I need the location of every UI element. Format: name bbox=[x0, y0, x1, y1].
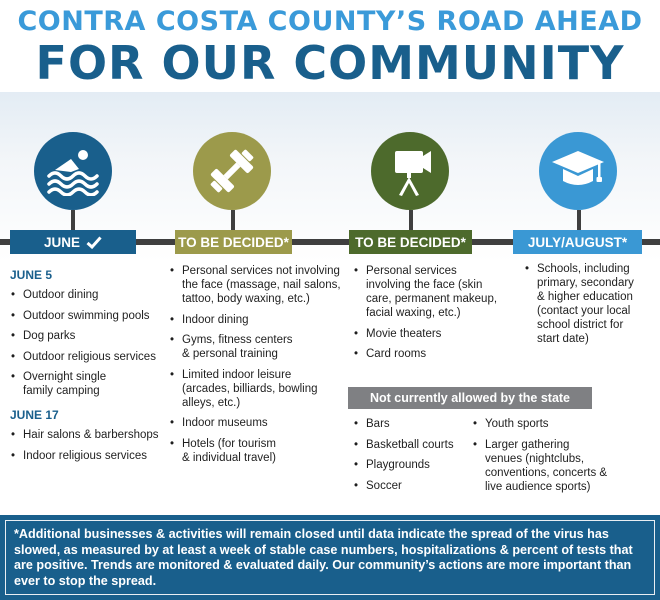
list-item: • Schools, including primary, secondary & higher education (contact your local school district for start date) bbox=[524, 262, 654, 346]
list-item: • Personal services involving the face (skin care, permanent makeup, facial waxing, etc.) bbox=[353, 264, 513, 320]
list-item: • Movie theaters bbox=[353, 327, 513, 341]
stage-label-july: JULY/AUGUST* bbox=[513, 230, 642, 254]
list-item: • Indoor dining bbox=[169, 313, 344, 327]
stage-label-june bbox=[10, 230, 136, 254]
list-item: • Playgrounds bbox=[353, 458, 473, 472]
list-item: • Outdoor dining bbox=[10, 288, 165, 302]
date-heading-june-17: JUNE 17 bbox=[10, 408, 59, 422]
title-line-2: FOR OUR COMMUNITY bbox=[35, 36, 625, 90]
list-item: • Indoor religious services bbox=[10, 449, 165, 463]
list-item: • Youth sports bbox=[472, 417, 612, 431]
list-item: • Indoor museums bbox=[169, 416, 344, 430]
not-allowed-right-column bbox=[472, 417, 612, 500]
stage-label-tbd-1: TO BE DECIDED* bbox=[175, 230, 292, 254]
graduation-cap-icon bbox=[539, 132, 617, 210]
footer-banner bbox=[0, 515, 660, 600]
list-item: • Dog parks bbox=[10, 329, 165, 343]
list-item: • Hotels (for tourism & individual travel) bbox=[169, 437, 344, 465]
list-item: • Limited indoor leisure (arcades, billiards, bowling alleys, etc.) bbox=[169, 368, 344, 410]
date-heading-june-5: JUNE 5 bbox=[10, 268, 53, 282]
list-item: • Card rooms bbox=[353, 347, 513, 361]
stem-tbd-1 bbox=[231, 210, 235, 230]
stage-label-text: JUNE bbox=[43, 234, 80, 250]
tbd-2-column bbox=[353, 264, 513, 368]
tbd-2-list bbox=[353, 264, 513, 361]
july-list bbox=[524, 262, 654, 346]
list-item: • Bars bbox=[353, 417, 473, 431]
list-item: • Hair salons & barbershops bbox=[10, 428, 165, 442]
swimmer-icon bbox=[34, 132, 112, 210]
movie-camera-icon bbox=[371, 132, 449, 210]
stem-july bbox=[577, 210, 581, 230]
list-item: • Basketball courts bbox=[353, 438, 473, 452]
tbd-1-list bbox=[169, 264, 344, 465]
title-line-1: CONTRA COSTA COUNTY’S ROAD AHEAD bbox=[17, 6, 643, 37]
june-17-list bbox=[10, 428, 165, 463]
footer-text: *Additional businesses & activities will remain closed until data indicate the spread of the virus has slowed, as measured by at least a week of stable case numbers, hospitalizations & percent of tests that are positive. Trends are monitored & evaluated daily. Our community’s actions are more important than ever to stop the spread. bbox=[5, 520, 655, 595]
not-allowed-right-list bbox=[472, 417, 612, 494]
june-column bbox=[10, 268, 165, 469]
list-item: • Overnight single family camping bbox=[10, 370, 165, 398]
list-item: • Outdoor swimming pools bbox=[10, 309, 165, 323]
stem-tbd-2 bbox=[409, 210, 413, 230]
tbd-1-column bbox=[169, 264, 344, 471]
june-5-list bbox=[10, 288, 165, 398]
stage-label-tbd-2: TO BE DECIDED* bbox=[349, 230, 472, 254]
list-item: • Personal services not involving the face (massage, nail salons, tattoo, body waxing, etc.) bbox=[169, 264, 344, 306]
list-item: • Outdoor religious services bbox=[10, 350, 165, 364]
list-item: • Larger gathering venues (nightclubs, conventions, concerts & live audience sports) bbox=[472, 438, 612, 494]
not-allowed-left-list bbox=[353, 417, 473, 493]
not-allowed-left-column bbox=[353, 417, 473, 499]
list-item: • Soccer bbox=[353, 479, 473, 493]
not-allowed-header: Not currently allowed by the state bbox=[348, 387, 592, 409]
list-item: • Gyms, fitness centers & personal training bbox=[169, 333, 344, 361]
dumbbell-icon bbox=[193, 132, 271, 210]
stem-june bbox=[71, 210, 75, 230]
checkmark-icon bbox=[86, 236, 102, 249]
july-column bbox=[524, 262, 654, 353]
